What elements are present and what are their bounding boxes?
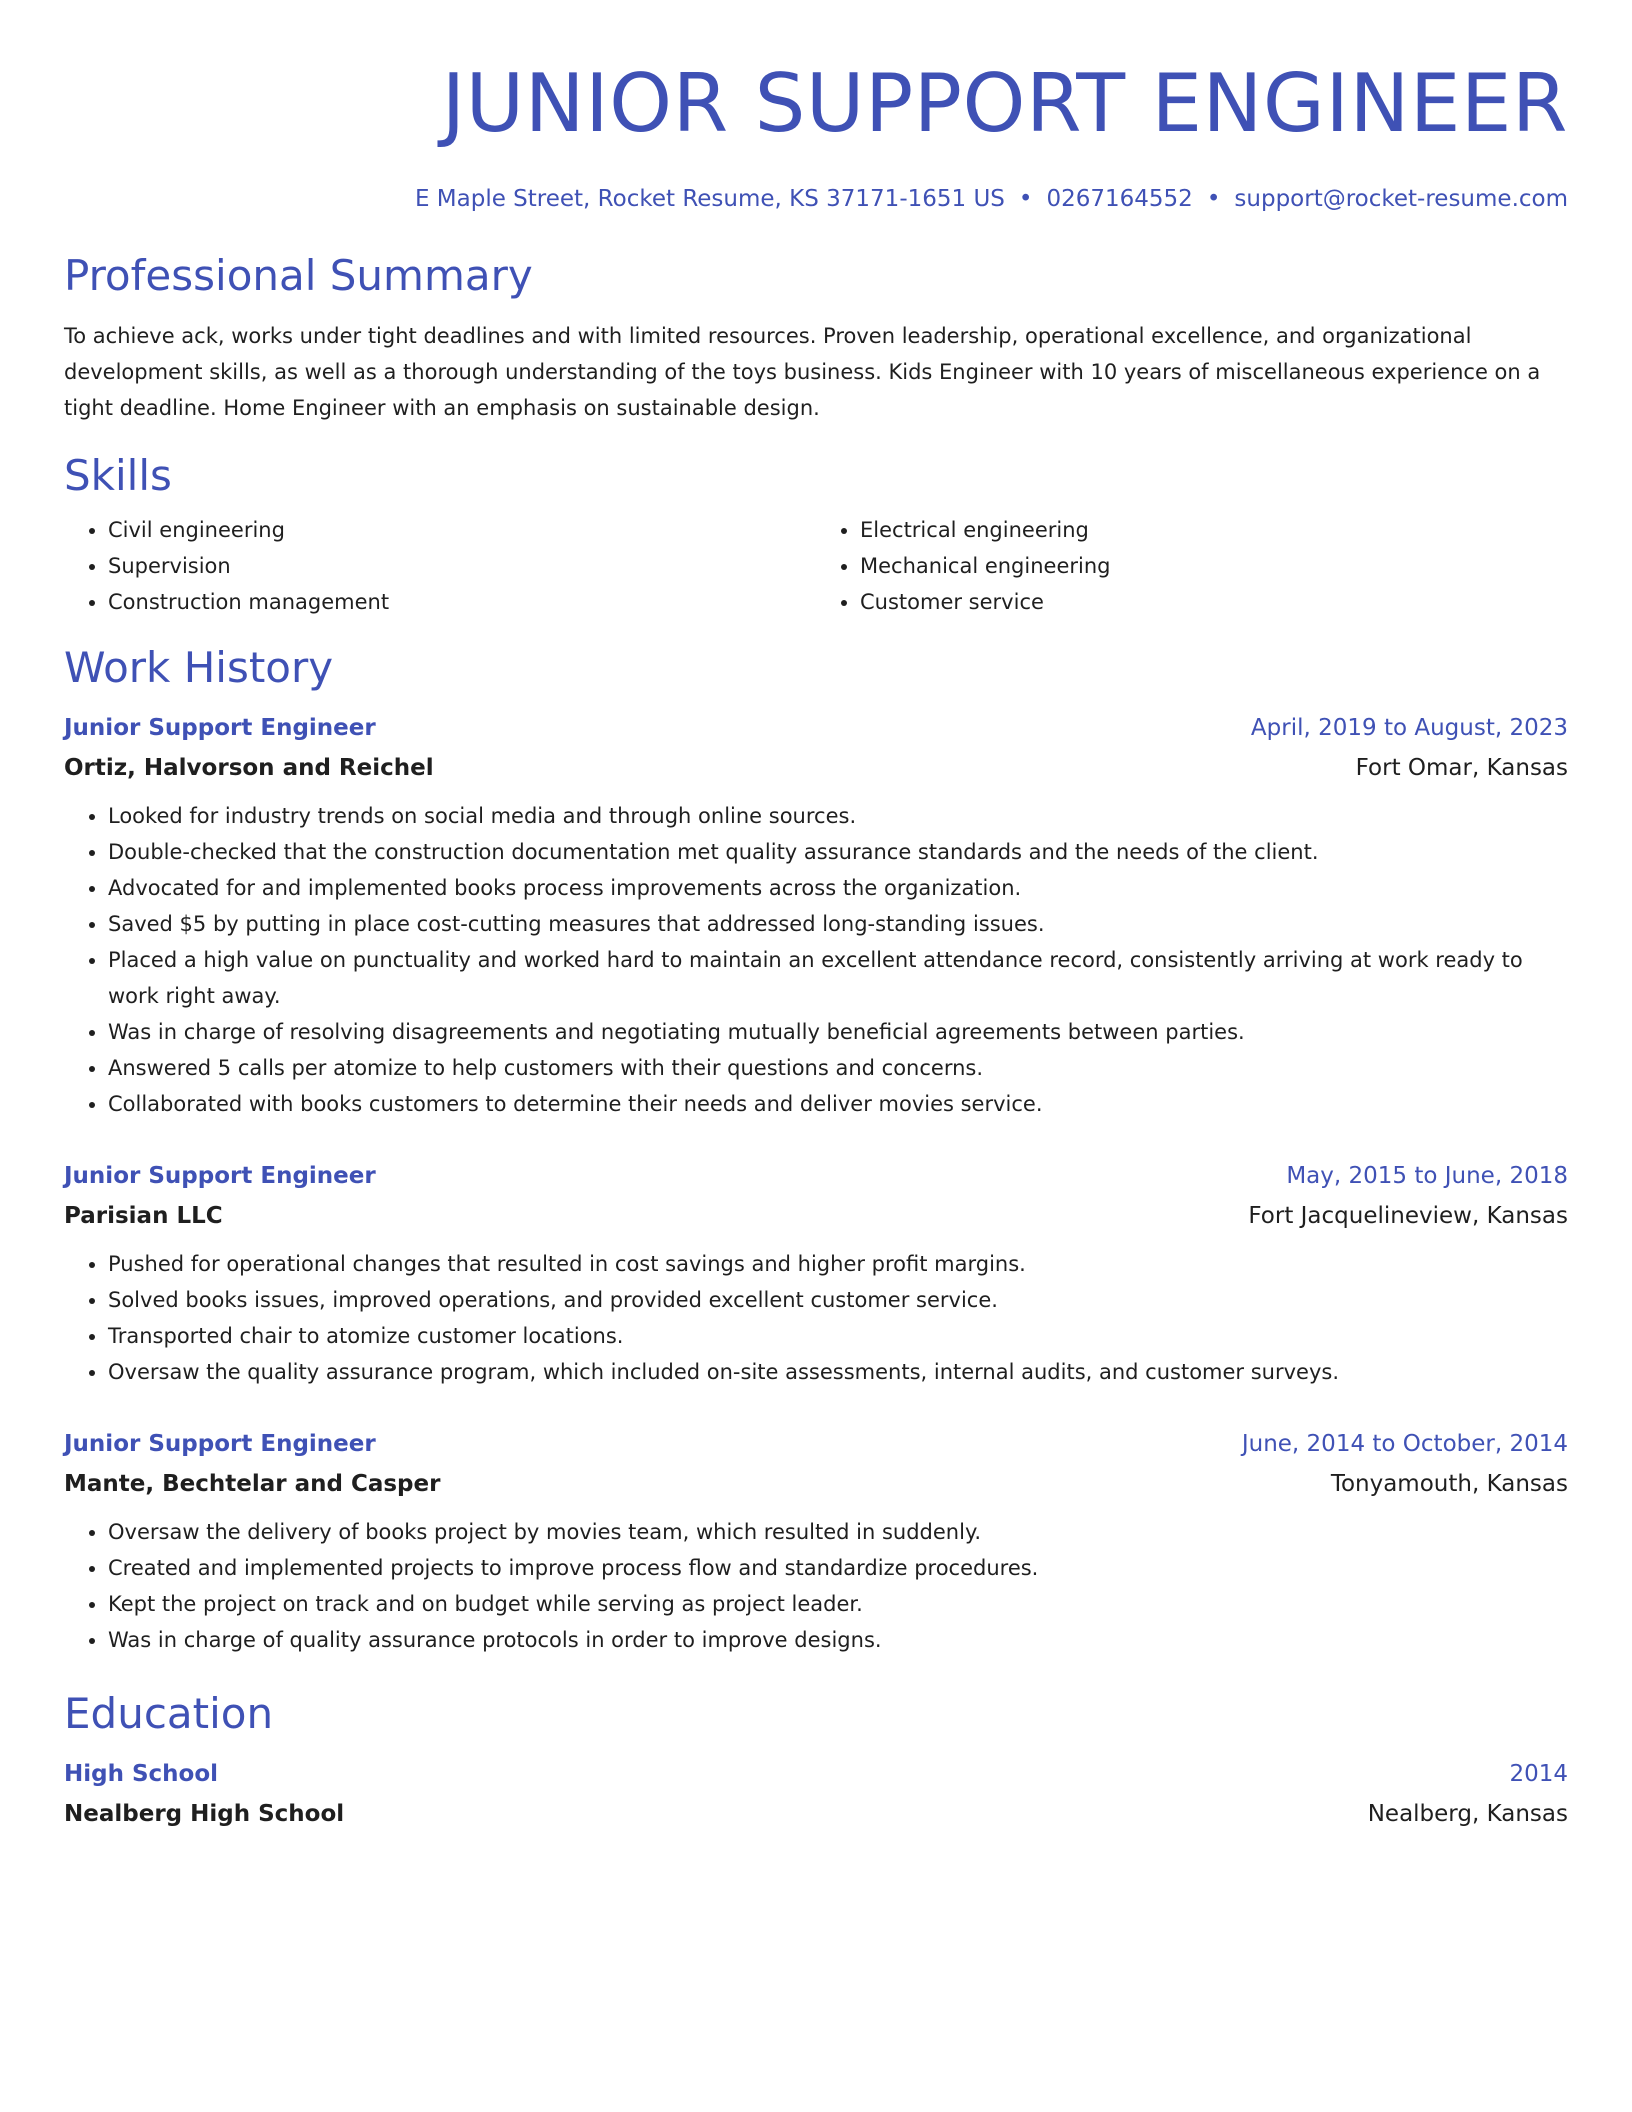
skill-item: • Mechanical engineering	[860, 548, 1568, 584]
contact-phone: 0267164552	[1046, 186, 1193, 212]
contact-line	[64, 184, 1568, 214]
job-bullet: • Pushed for operational changes that resulted in cost savings and higher profit margins.	[108, 1246, 1568, 1282]
skill-item: • Electrical engineering	[860, 512, 1568, 548]
job-bullet: • Advocated for and implemented books process improvements across the organization.	[108, 870, 1568, 906]
job-company-row	[64, 1464, 1568, 1504]
job-bullets	[64, 798, 1568, 1122]
job-entry	[64, 1424, 1568, 1658]
job-header-row	[64, 1156, 1568, 1196]
education-location: Nealberg, Kansas	[1367, 1801, 1568, 1827]
job-title: Junior Support Engineer	[64, 715, 376, 741]
job-bullet: • Kept the project on track and on budget while serving as project leader.	[108, 1586, 1568, 1622]
job-dates: April, 2019 to August, 2023	[1250, 715, 1568, 741]
education-header-row	[64, 1754, 1568, 1794]
job-entry	[64, 708, 1568, 1122]
job-company: Ortiz, Halvorson and Reichel	[64, 755, 434, 781]
job-bullet: • Oversaw the quality assurance program, which included on-site assessments, internal audits, and customer surveys.	[108, 1354, 1568, 1390]
skills-heading: Skills	[64, 451, 172, 500]
job-bullet: • Saved $5 by putting in place cost-cutting measures that addressed long-standing issues.	[108, 906, 1568, 942]
skills-column-left	[64, 512, 816, 620]
education-school-row	[64, 1794, 1568, 1834]
work-history-heading: Work History	[64, 643, 334, 692]
job-title: Junior Support Engineer	[64, 1431, 376, 1457]
summary-text: To achieve ack, works under tight deadlines and with limited resources. Proven leadership, operational excellence, and organizational development skills, as well as a thorough understanding of the toys business. Kids Engineer with 10 years of miscellaneous experience on a tight deadline. Home Engineer with an emphasis on sustainable design.	[64, 324, 1541, 420]
job-company-row	[64, 1196, 1568, 1236]
job-location: Tonyamouth, Kansas	[1330, 1471, 1568, 1497]
job-entry	[64, 1156, 1568, 1390]
job-bullet: • Was in charge of quality assurance protocols in order to improve designs.	[108, 1622, 1568, 1658]
skill-item: • Civil engineering	[108, 512, 816, 548]
job-bullet: • Transported chair to atomize customer locations.	[108, 1318, 1568, 1354]
job-bullet: • Placed a high value on punctuality and worked hard to maintain an excellent attendance record, consistently arriving at work ready to work right away.	[108, 942, 1568, 1014]
education-school: Nealberg High School	[64, 1801, 345, 1827]
job-bullets	[64, 1514, 1568, 1658]
job-bullet: • Was in charge of resolving disagreements and negotiating mutually beneficial agreements between parties.	[108, 1014, 1568, 1050]
job-bullet: • Double-checked that the construction documentation met quality assurance standards and the needs of the client.	[108, 834, 1568, 870]
job-header-row	[64, 708, 1568, 748]
job-company: Parisian LLC	[64, 1203, 223, 1229]
job-bullet: • Answered 5 calls per atomize to help customers with their questions and concerns.	[108, 1050, 1568, 1086]
job-company-row	[64, 748, 1568, 788]
resume-header	[64, 52, 1568, 214]
job-bullet: • Created and implemented projects to improve process flow and standardize procedures.	[108, 1550, 1568, 1586]
resume-name: JUNIOR SUPPORT ENGINEER	[441, 57, 1568, 150]
job-header-row	[64, 1424, 1568, 1464]
job-location: Fort Jacquelineview, Kansas	[1248, 1203, 1568, 1229]
job-title: Junior Support Engineer	[64, 1163, 376, 1189]
job-bullet: • Collaborated with books customers to determine their needs and deliver movies service.	[108, 1086, 1568, 1122]
skill-item: • Customer service	[860, 584, 1568, 620]
summary-heading: Professional Summary	[64, 251, 533, 300]
job-bullet: • Solved books issues, improved operations, and provided excellent customer service.	[108, 1282, 1568, 1318]
contact-separator: •	[1018, 186, 1033, 212]
job-dates: May, 2015 to June, 2018	[1286, 1163, 1568, 1189]
job-company: Mante, Bechtelar and Casper	[64, 1471, 441, 1497]
education-degree: High School	[64, 1761, 219, 1787]
skill-item: • Construction management	[108, 584, 816, 620]
contact-address: E Maple Street, Rocket Resume, KS 37171-1651 US	[414, 186, 1005, 212]
education-entry	[64, 1754, 1568, 1834]
skills-list	[64, 512, 1568, 620]
education-heading: Education	[64, 1689, 274, 1738]
contact-separator: •	[1206, 186, 1221, 212]
skill-item: • Supervision	[108, 548, 816, 584]
skills-column-right	[816, 512, 1568, 620]
job-bullet: • Looked for industry trends on social media and through online sources.	[108, 798, 1568, 834]
job-location: Fort Omar, Kansas	[1355, 755, 1568, 781]
job-bullet: • Oversaw the delivery of books project by movies team, which resulted in suddenly.	[108, 1514, 1568, 1550]
job-dates: June, 2014 to October, 2014	[1241, 1431, 1568, 1457]
contact-email: support@rocket-resume.com	[1234, 186, 1568, 212]
job-bullets	[64, 1246, 1568, 1390]
education-year: 2014	[1509, 1761, 1568, 1787]
